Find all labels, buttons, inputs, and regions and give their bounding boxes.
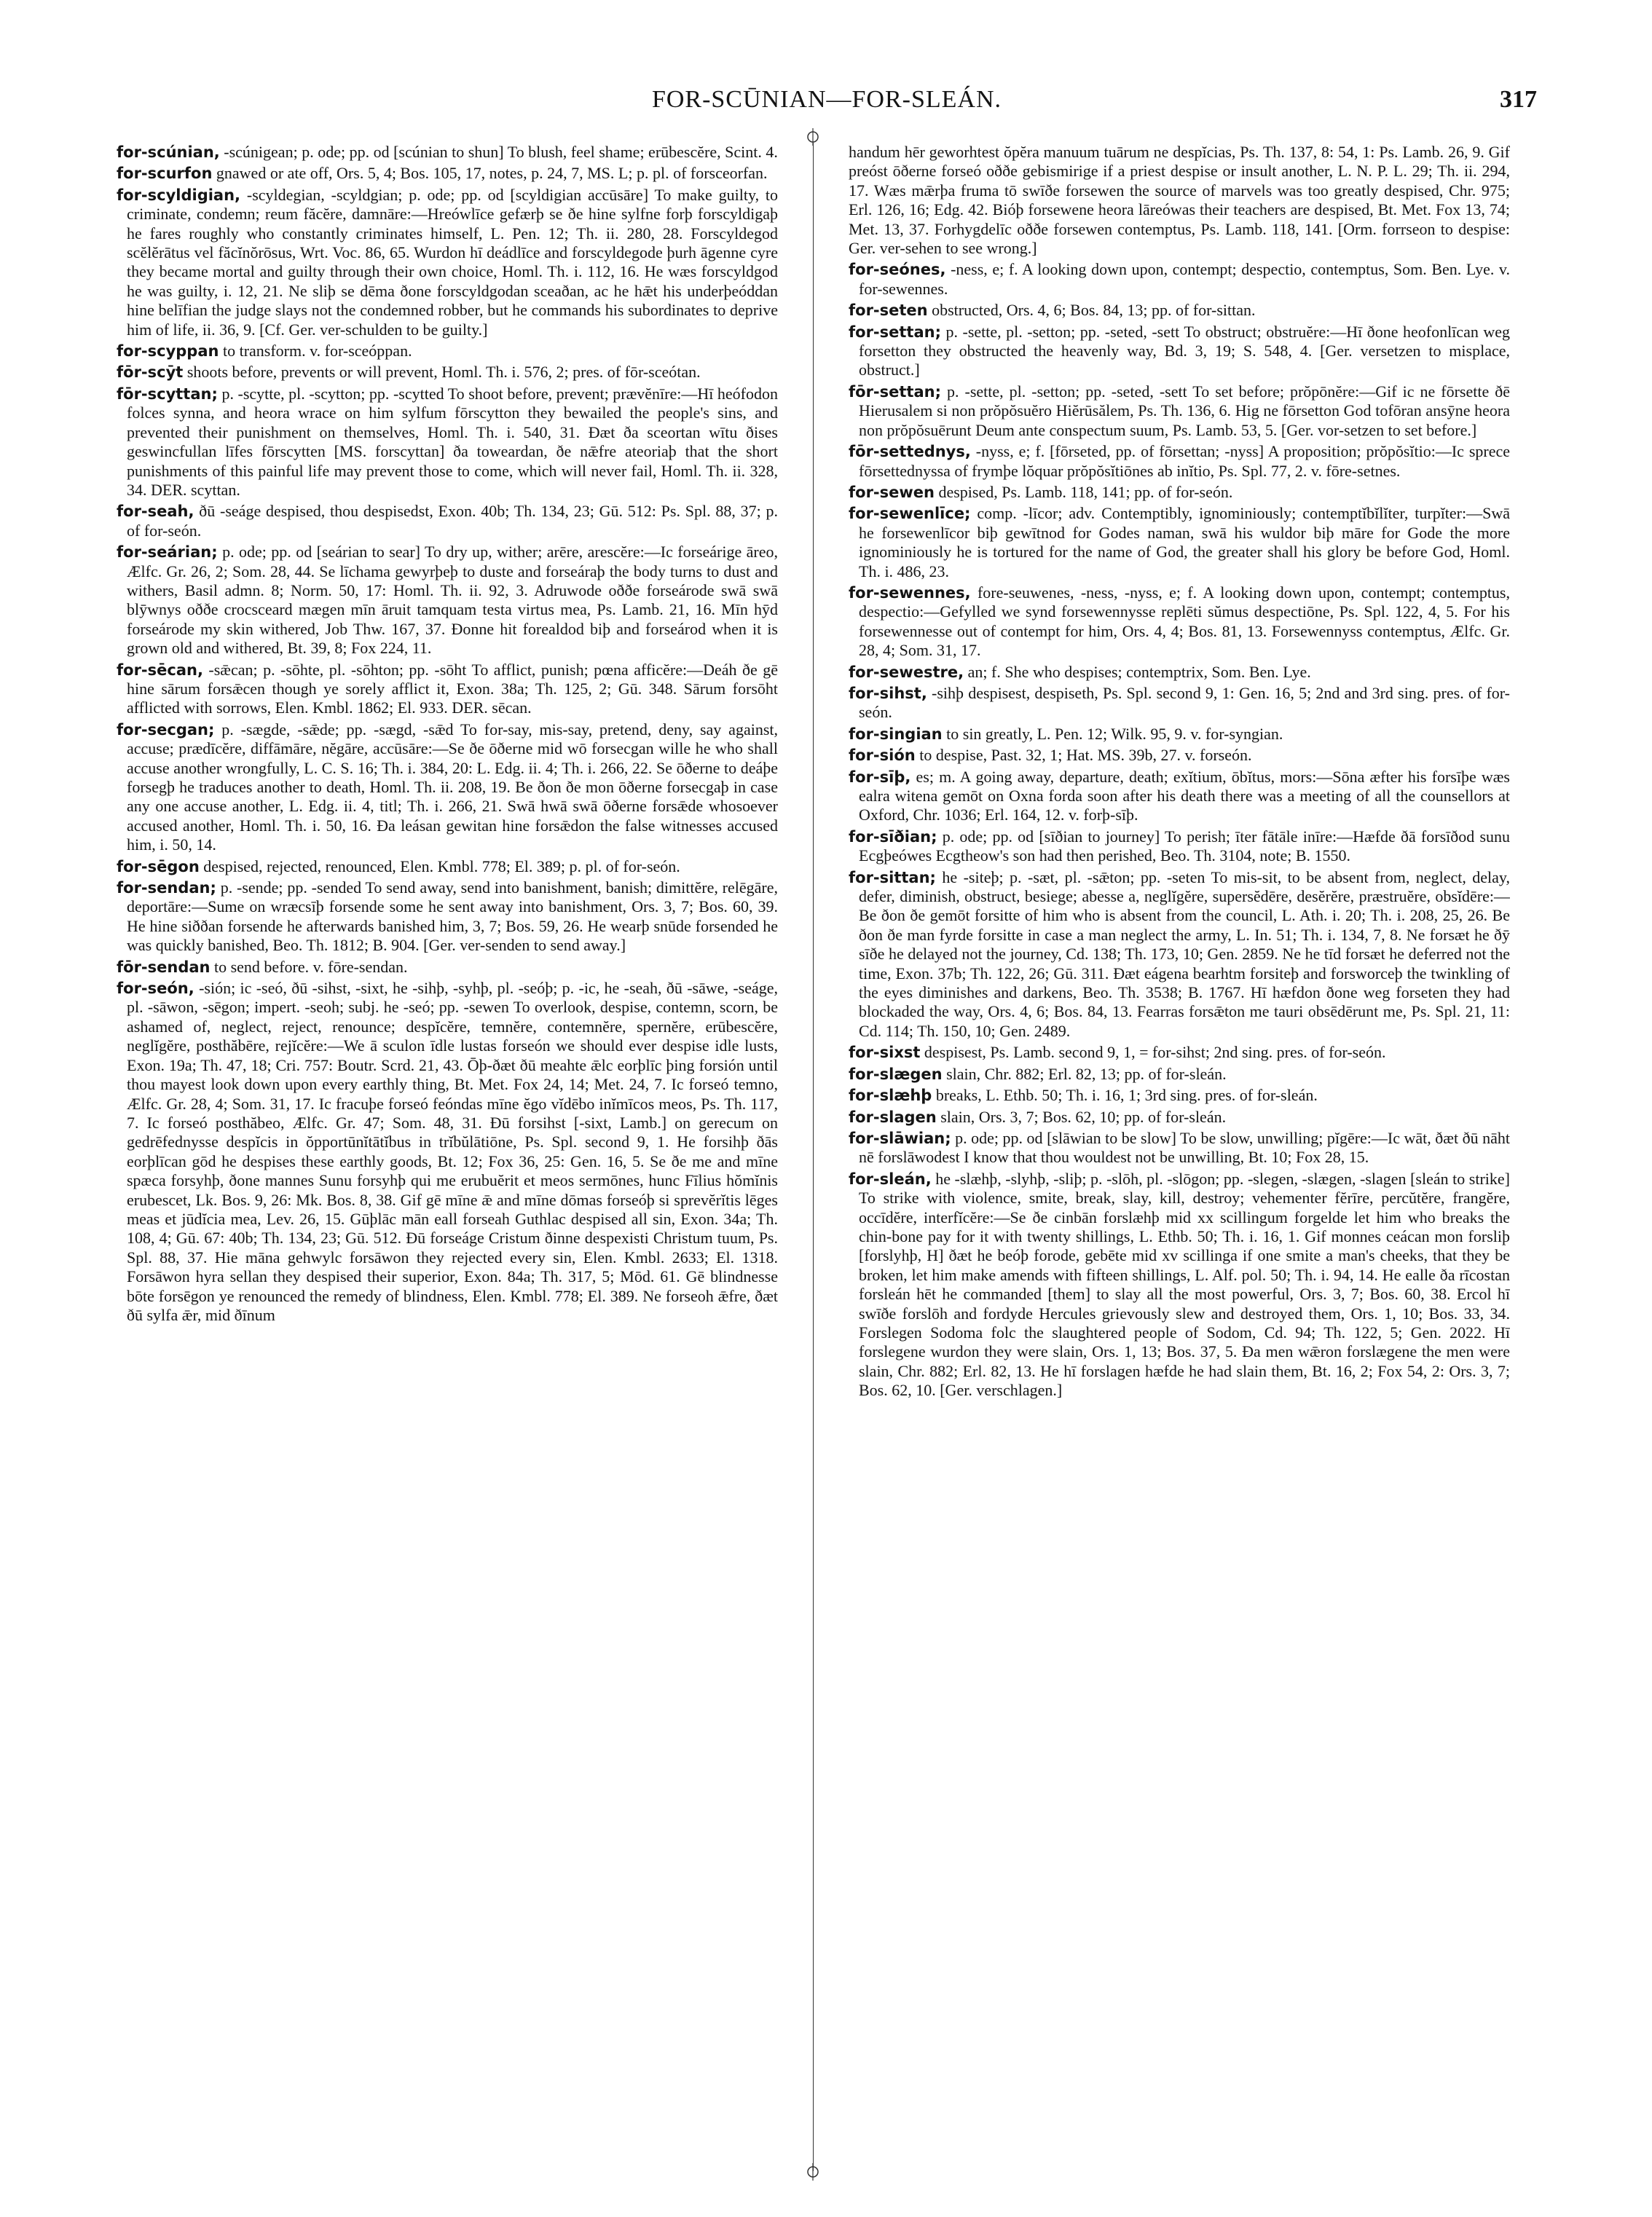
entry-definition: gnawed or ate off, Ors. 5, 4; Bos. 105, 17, notes, p. 24, 7, MS. L; p. pl. of forsceorfan. xyxy=(216,164,768,183)
headword: for-secgan; xyxy=(117,720,215,739)
entry-definition: an; f. She who despises; contemptrix, Som. Ben. Lye. xyxy=(967,662,1311,681)
dictionary-entry xyxy=(849,827,1510,866)
dictionary-entry xyxy=(849,725,1510,744)
headword: for-settan; xyxy=(849,323,941,341)
entry-definition: despisest, Ps. Lamb. second 9, 1, = for-sihst; 2nd sing. pres. of for-seón. xyxy=(924,1043,1386,1062)
dictionary-entry xyxy=(849,1170,1510,1401)
entry-definition: fore-seuwenes, -ness, -nyss, e; f. A looking down upon, contempt; contemptus, despectio:—Gefylled we synd forsewennysse replēti sŭmus despectiōne, Ps. Spl. 122, 4, 5. For his forsewennesse out of contempt for him, Ors. 4, 4; Bos. 81, 13. Forsewennyss contemptus, Ælfc. Gr. 28, 4; Som. 31, 17. xyxy=(859,583,1510,660)
running-title: FOR-SCŪNIAN—FOR-SLEÁN. xyxy=(651,86,1002,113)
entry-definition: -nyss, e; f. [fōrseted, pp. of fōrsettan; -nyss] A proposition; prŏpŏsĭtio:—Ic sprece fōrsettednyssa of frymþe lŏquar prŏpŏsĭtiōnes ab inĭtio, Ps. Spl. 77, 2. v. fōre-setnes. xyxy=(859,442,1510,480)
headword: for-slagen xyxy=(849,1108,937,1126)
entry-definition: p. -sægde, -sǣde; pp. -sægd, -sǣd To for-say, mis-say, pretend, deny, say against, accuse; prædīcĕre, diffāmāre, nĕgāre, accūsāre:—Se ðe ōðerne mid wō forsecgan wille he who shall accuse another wrongfully, L. C. S. 16; Th. i. 384, 20: L. Edg. ii. 4; Th. i. 266, 22. Se ōðerne to deáþe forsegþ he traduces another to death, Homl. Th. ii. 208, 19. Be ðon ðe mon ōðerne forsecgaþ in case any one accuse another, L. Edg. ii. 4, titl; Th. i. 266, 21. Swā hwā swā ōðerne forsǣde whosoever accused another, Homl. Th. i. 50, 16. Ða leásan gewitan hine forsǣdon the false witnesses accused him, i. 50, 14. xyxy=(127,720,778,854)
entry-definition: obstructed, Ors. 4, 6; Bos. 84, 13; pp. of for-sittan. xyxy=(932,301,1256,320)
dictionary-entry xyxy=(849,260,1510,299)
headword: for-sīðian; xyxy=(849,827,937,846)
entry-definition: breaks, L. Ethb. 50; Th. i. 16, 1; 3rd sing. pres. of for-sleán. xyxy=(935,1086,1318,1105)
dictionary-entry xyxy=(849,583,1510,661)
headword: for-sewestre, xyxy=(849,663,964,681)
dictionary-entry xyxy=(849,1108,1510,1127)
dictionary-entry xyxy=(117,385,778,500)
headword: for-singian xyxy=(849,725,943,743)
entry-definition: p. -sette, pl. -setton; pp. -seted, -sett To set before; prŏpōnĕre:—Gif ic ne fōrsette ðē Hierusalem si non prŏpŏsuĕro Hiĕrūsălem, Ps. Th. 136, 6. Hig ne fōrsetton God tofōran ansȳne heora non prŏpŏsuērunt Deum ante conspectum suum, Ps. Lamb. 53, 5. [Ger. vor-setzen to set before.] xyxy=(859,382,1510,439)
entry-definition: to sin greatly, L. Pen. 12; Wilk. 95, 9. v. for-syngian. xyxy=(946,724,1283,743)
headword: for-seten xyxy=(849,302,928,320)
page-number: 317 xyxy=(1500,86,1537,113)
dictionary-entry xyxy=(849,1129,1510,1167)
dictionary-entry xyxy=(117,186,778,339)
dictionary-entry xyxy=(117,342,778,361)
headword: fōr-settednys, xyxy=(849,443,971,461)
entry-definition: slain, Chr. 882; Erl. 82, 13; pp. of for-sleán. xyxy=(946,1064,1227,1083)
entry-definition: despised, Ps. Lamb. 118, 141; pp. of for-seón. xyxy=(938,482,1233,501)
headword: for-seón, xyxy=(117,980,194,998)
entry-definition: to send before. v. fōre-sendan. xyxy=(213,957,408,976)
dictionary-entry xyxy=(849,382,1510,440)
entry-definition: p. -scytte, pl. -scytton; pp. -scytted To shoot before, prevent; prævĕnīre:—Hī heófodon folces synna, and heora wrace on him sylfum fōrscytton they bewailed the people's sins, and prevented their punishment on themselves, Homl. Th. i. 540, 31. Ðæt ða sceortan wītu ðises geswincfullan līfes fōrscytten [MS. forscyttan] ða toweardan, ðe nǣfre ateoriaþ that the short punishments of this painful life may prevent those to come, which will never fail, Homl. Th. ii. 328, 34. DER. scyttan. xyxy=(127,384,778,499)
dictionary-entry xyxy=(849,663,1510,682)
dictionary-entry xyxy=(117,363,778,382)
entry-definition: p. -sette, pl. -setton; pp. -seted, -sett To obstruct; obstruĕre:—Hī ðone heofonlīcan weg forsetton they obstructed the heavenly way, Bd. 3, 19; S. 548, 4. [Ger. versetzen to misplace, obstruct.] xyxy=(859,322,1510,379)
dictionary-entry xyxy=(117,543,778,658)
dictionary-entry xyxy=(849,1043,1510,1062)
entry-definition: -scúnigean; p. ode; pp. od [scúnian to shun] To blush, feel shame; erūbescĕre, Scint. 4. xyxy=(224,143,778,161)
headword: for-seónes, xyxy=(849,261,946,279)
entry-definition: to transform. v. for-sceóppan. xyxy=(222,342,412,361)
dictionary-entry xyxy=(849,746,1510,765)
entry-definition: he -slæhþ, -slyhþ, -sliþ; p. -slōh, pl. -slōgon; pp. -slegen, -slægen, -slagen [sleán to strike] To strike with violence, smite, break, slay, kill, destroy; vehementer fĕrīre, percŭtĕre, frangĕre, occīdĕre, interfĭcĕre:—Se ðe cinbān forslæhþ mid xx scillingum forgelde let him who breaks the chin-bone pay for it with twenty shillings, L. Ethb. 50; Th. i. 16, 1. Gif monnes ceácan mon forsliþ [forslyhþ, H] ðæt he beóþ forode, gebēte mid xv scillinga if one smite a man's cheeks, that they be broken, let him make amends with fifteen shillings, L. Alf. pol. 50; Th. i. 94, 14. He ealle ða rīcostan forsleán hēt he commanded [them] to slay all the most powerful, Ors. 3, 7; Bos. 60, 38. Ercol hī swīðe forslōh and fordyde Hercules grievously slew and destroyed them, Ors. 1, 10; Bos. 33, 34. Forslegen Sodoma folc the slaughtered people of Sodom, Cd. 94; Th. 122, 5; Gen. 2022. Hī forslegene wurdon they were slain, Ors. 1, 13; Bos. 37, 5. Ða men wǣron forslægene the men were slain, Chr. 882; Erl. 82, 13. He hī forslagen hæfde he had slain them, Bt. 16, 2; Fox 54, 2: Ors. 3, 7; Bos. 62, 10. [Ger. verschlagen.] xyxy=(859,1169,1510,1400)
dictionary-entry xyxy=(849,301,1510,320)
entry-definition: -scyldegian, -scyldgian; p. ode; pp. od [scyldigian accūsāre] To make guilty, to criminate, condemn; reum făcĕre, damnāre:—Hreówlīce gefærþ se ðe hine sylfne forþ forscyldigaþ he fares roughly who constantly criminates himself, L. Pen. 12; Th. ii. 280, 28. Forscyldegod scĕlĕrātus vel făcĭnŏrōsus, Wrt. Voc. 86, 65. Wurdon hī deádlīce and forscyldegode þurh āgenne cyre they became mortal and guilty through their own choice, Homl. Th. i. 112, 16. He wæs forscyldgod he was guilty, i. 12, 21. Ne sliþ se dēma ðone forscyldgodan sceaðan, ac he hǣt his underþeóddan hine belīfian the judge slays not the condemned robber, but he commands his subordinates to deprive him of life, ii. 36, 9. [Cf. Ger. ver-schulden to be guilty.] xyxy=(127,185,778,339)
headword: fōr-sendan xyxy=(117,958,211,976)
entry-definition: es; m. A going away, departure, death; exĭtium, ōbĭtus, mors:—Sōna æfter his forsīþe wæs ealra witena gemōt on Oxna forda soon after his death there was a meeting of all the counsellors at Oxford, Chr. 1036; Erl. 164, 12. v. forþ-sīþ. xyxy=(859,767,1510,824)
headword: for-sēcan, xyxy=(117,661,203,679)
headword: for-seah, xyxy=(117,503,194,521)
headword: fōr-settan; xyxy=(849,382,941,401)
right-column xyxy=(849,143,1510,2175)
entry-definition: -sión; ic -seó, ðū -sihst, -sixt, he -sihþ, -syhþ, pl. -seóþ; p. -ic, he -seah, ðū -sāwe, -seáge, pl. -sāwon, -sēgon; impert. -seoh; subj. he -seó; pp. -sewen To overlook, despise, contemn, scorn, be ashamed of, neglect, reject, renounce; despĭcĕre, temnĕre, contemnĕre, spernĕre, erūbescĕre, neglĭgĕre, posthăbēre, rejĭcĕre:—We ā sculon īdle lustas forseón we should ever despise idle lusts, Exon. 19a; Th. 47, 18; Cri. 757: Boutr. Scrd. 21, 43. Ōþ-ðæt ðū meahte ǣlc eorþlīc þing forsión until thou mayest look down upon every earthly thing, Bt. Met. Fox 24, 14; Met. 24, 7. Ic forseó temno, Ælfc. Gr. 28, 4; Som. 31, 17. Ic fracuþe forseó feóndas mīne ĕgo vĭdēbo inĭmīcos meos, Ps. Th. 117, 7. Ic forseó posthăbeo, Ælfc. Gr. 47; Som. 48, 31. Ðū forsihst [-sixt, Lamb.] on gerecum on gedrēfednysse despĭcis in ŏpportūnĭtātĭbus in trĭbŭlātiōne, Ps. Spl. second 9, 1. He forsihþ ðās eorþlīcan gōd he despises these earthly goods, Bt. 12; Fox 36, 25: Gen. 16, 5. Se ðe me and mīne spæca forsyhþ, ðone mannes Sunu forsyhþ qui me erubuĕrit et meos sermōnes, hunc Fīlius hŏmĭnis erubescet, Lk. Bos. 9, 26: Mk. Bos. 8, 38. Gif gē mīne ǣ and mīne dōmas forseóþ si sprevĕrĭtis lēges meas et jūdĭcia mea, Lev. 26, 15. Gūþlāc mān eall forseah Guthlac despised all sin, Exon. 34a; Th. 108, 4; Gū. 67: 40b; Th. 134, 23; Gū. 512. Ðū forseáge Cristum ðinne despexisti Christum tuum, Ps. Spl. 88, 37. Hie māna gehwylc forsāwon they rejected every sin, Elen. Kmbl. 2633; El. 1318. Forsāwon hyra sellan they despised their superior, Exon. 84a; Th. 317, 5; Mōd. 61. Gē blindnesse bōte forsēgon ye renounced the remedy of blindness, Elen. Kmbl. 778; El. 389. Ne forseoh ǣfre, ðæt ðū sylfa ǣr, mid ðīnum xyxy=(127,979,778,1324)
headword: for-scurfon xyxy=(117,165,213,183)
headword: for-sittan; xyxy=(849,868,936,886)
headword: for-sewenlīce; xyxy=(849,505,971,523)
entry-definition: p. ode; pp. od [sīðian to journey] To perish; īter fātāle inīre:—Hæfde ðā forsīðod sunu Ecgþeówes Ecgtheow's son had then perished, Beo. Th. 3104, note; B. 1550. xyxy=(859,827,1510,865)
headword: for-slæhþ xyxy=(849,1087,932,1105)
headword: fōr-scȳt xyxy=(117,363,184,382)
dictionary-entry xyxy=(849,868,1510,1041)
entry-definition: to despise, Past. 32, 1; Hat. MS. 39b, 27. v. forseón. xyxy=(919,746,1252,765)
entry-definition: -ness, e; f. A looking down upon, contempt; despectio, contemptus, Som. Ben. Lye. v. for-sewennes. xyxy=(859,260,1510,298)
headword: for-scyppan xyxy=(117,342,219,361)
entry-definition: comp. -līcor; adv. Contemptibly, ignominiously; contemptĭbĭlĭter, turpĭter:—Swā he forsewenlīcor biþ gewītnod for Godes naman, swā his wuldor biþ māre for Gode the more ignominiously he is tortured for the name of God, the greater shall his glory be before God, Homl. Th. i. 486, 23. xyxy=(859,504,1510,580)
headword: for-sendan; xyxy=(117,879,216,897)
dictionary-entry xyxy=(117,164,778,183)
entry-definition: he -siteþ; p. -sæt, pl. -sǣton; pp. -seten To mis-sit, to be absent from, neglect, delay, defer, diminish, obstruct, besiege; abesse a, neglĭgĕre, supersĕdēre, desĕrĕre, præstruĕre, obsĭdēre:—Be ðon ðe gemōt forsitte of him who is absent from the council, L. Ath. i. 20; Th. i. 208, 25, 26. Be ðon ðe man fyrde forsitte in case a man neglect the army, L. In. 51; Th. i. 134, 7, 8. Ne forsæt he ðȳ sīðe he delayed not the journey, Cd. 138; Th. 173, 10; Gen. 2859. Ne he tīd forsæt he deferred not the time, Exon. 37b; Th. 122, 26; Gū. 311. Ðæt eágena bearhtm forsiteþ and forsworceþ the twinkling of the eyes diminishes and darkens, Beo. Th. 3538; B. 1767. Hī hæfdon ðone weg forseten they had blockaded the way, Ors. 4, 6; Bos. 84, 13. Fearras forsǣton me tauri obsēdērunt me, Ps. Spl. 21, 11: Cd. 114; Th. 150, 10; Gen. 2489. xyxy=(859,867,1510,1040)
dictionary-entry xyxy=(849,483,1510,502)
dictionary-entry xyxy=(849,323,1510,380)
headword: for-slāwian; xyxy=(849,1129,951,1147)
dictionary-entry xyxy=(849,684,1510,722)
headword: for-sihst, xyxy=(849,684,927,702)
dictionary-entry xyxy=(849,442,1510,481)
headword: for-slægen xyxy=(849,1065,943,1083)
dictionary-entry xyxy=(117,857,778,876)
headword: for-sewennes, xyxy=(849,583,971,602)
headword: for-sixst xyxy=(849,1044,921,1062)
dictionary-entry xyxy=(117,143,778,162)
headword: fōr-scyttan; xyxy=(117,385,218,403)
headword: for-sīþ, xyxy=(849,768,911,786)
dictionary-entry xyxy=(117,720,778,855)
entry-definition: despised, rejected, renounced, Elen. Kmbl. 778; El. 389; p. pl. of for-seón. xyxy=(203,857,680,875)
dictionary-entry xyxy=(117,878,778,956)
headword: for-scúnian, xyxy=(117,143,220,161)
entry-definition: shoots before, prevents or will prevent, Homl. Th. i. 576, 2; pres. of fōr-sceótan. xyxy=(186,363,701,382)
headword: for-sēgon xyxy=(117,857,200,875)
entry-definition: p. -sende; pp. -sended To send away, send into banishment, banish; dimittĕre, relēgāre, deportāre:—Sume on wræcsīþ forsende some he sent away into banishment, Ors. 3, 7; Bos. 60, 39. He hine siððan forsende he afterwards banished him, 3, 7; Bos. 59, 26. He wearþ snūde forsended he was quickly banished, Beo. Th. 1812; B. 904. [Ger. ver-senden to send away.] xyxy=(127,878,778,955)
entry-definition: ðū -seáge despised, thou despisedst, Exon. 40b; Th. 134, 23; Gū. 512: Ps. Spl. 88, 37; p. of for-seón. xyxy=(127,502,778,540)
dictionary-entry xyxy=(849,143,1510,258)
headword: for-seárian; xyxy=(117,543,218,562)
entry-definition: handum hēr geworhtest ŏpĕra manuum tuārum ne despĭcias, Ps. Th. 137, 8: 54, 1: Ps. Lamb. 26, 9. Gif preóst ōðerne forseó oððe gebismirige if a priest despise or insult another, L. N. P. L. 29; Th. ii. 294, 17. Wæs mǣrþa fruma tō swīðe forsewen the source of marvels was too greatly despised, Chr. 975; Erl. 126, 16; Edg. 42. Bióþ forsewene heora lāreówas their teachers are despised, Bt. Met. Fox 13, 74; Met. 13, 37. Forhygdelīc oððe forsewen contemptus, Ps. Lamb. 118, 141. [Orm. forrseon to despise: Ger. ver-sehen to see wrong.] xyxy=(849,143,1510,258)
entry-definition: p. ode; pp. od [seárian to sear] To dry up, wither; arēre, arescĕre:—Ic forseárige āreo, Ælfc. Gr. 26, 2; Som. 28, 44. Se līchama gewyrþeþ to duste and forseáraþ the body turns to dust and withers, Basil admn. 8; Norm. 50, 17: Homl. Th. ii. 92, 3. Adruwode oððe forseárode swā swā blȳwnys oððe crocsceard mægen mīn āruit tamquam testa virtus mea, Ps. Lamb. 21, 16. Mīn hȳd forseárode my skin withered, Job Thw. 167, 37. Ðonne hit forealdod biþ and forseárod when it is grown old and withered, Bt. 39, 8; Fox 224, 11. xyxy=(127,543,778,658)
dictionary-entry xyxy=(849,1086,1510,1105)
page-header xyxy=(117,86,1537,127)
headword: for-scyldigian, xyxy=(117,186,241,204)
dictionary-entry xyxy=(117,661,778,718)
entry-definition: -sihþ despisest, despiseth, Ps. Spl. second 9, 1: Gen. 16, 5; 2nd and 3rd sing. pres. of for-seón. xyxy=(859,683,1510,722)
column-divider xyxy=(813,143,814,2171)
dictionary-entry xyxy=(117,958,778,977)
entry-definition: slain, Ors. 3, 7; Bos. 62, 10; pp. of for-sleán. xyxy=(940,1107,1227,1126)
dictionary-entry xyxy=(849,1065,1510,1084)
dictionary-entry xyxy=(849,504,1510,581)
dictionary-entry xyxy=(117,979,778,1325)
dictionary-entry xyxy=(849,768,1510,825)
headword: for-sewen xyxy=(849,483,935,501)
divider-ornament-icon xyxy=(804,2163,822,2181)
entry-definition: -sǣcan; p. -sōhte, pl. -sōhton; pp. -sōht To afflict, punish; pœna afficĕre:—Deáh ðe gē hine sārum forsǣcen though ye sorely afflict it, Exon. 38a; Th. 125, 2; Gū. 348. Sārum forsōht afflicted with sorrows, Elen. Kmbl. 1862; El. 933. DER. sēcan. xyxy=(127,660,778,717)
headword: for-sión xyxy=(849,747,916,765)
left-column xyxy=(117,143,778,2175)
headword: for-sleán, xyxy=(849,1170,932,1188)
divider-ornament-icon xyxy=(804,128,822,146)
entry-definition: p. ode; pp. od [slāwian to be slow] To be slow, unwilling; pĭgēre:—Ic wāt, ðæt ðū nāht nē forslāwodest I know that thou wouldest not be unwilling, Bt. 10; Fox 28, 15. xyxy=(859,1128,1510,1167)
dictionary-entry xyxy=(117,502,778,540)
